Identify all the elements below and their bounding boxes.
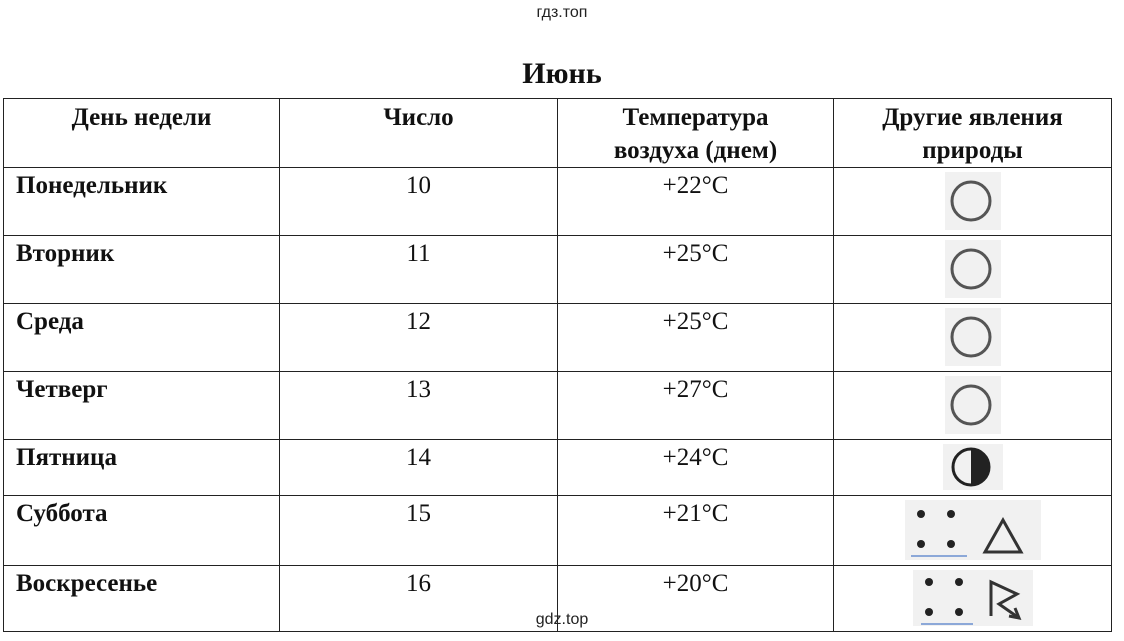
cell-number: 11 [280,236,558,304]
cell-day: Среда [4,304,280,372]
cell-temperature: +25°C [558,236,834,304]
cell-temperature: +27°C [558,372,834,440]
header-day: День недели [4,99,280,168]
clear-sky-icon [945,376,1001,434]
header-other-phenomena: Другие явления природы [834,99,1112,168]
cell-temperature: +20°C [558,566,834,632]
table-row [4,440,1112,496]
weather-table [3,98,1112,632]
rain-thunderstorm-icon [905,500,1041,560]
cell-day: Воскресенье [4,566,280,632]
cell-temperature: +21°C [558,496,834,566]
table-row [4,236,1112,304]
cell-day: Пятница [4,440,280,496]
cell-temperature: +24°C [558,440,834,496]
cell-day: Понедельник [4,168,280,236]
cell-phenomena [834,372,1112,440]
cell-phenomena [834,168,1112,236]
watermark-top: гдз.топ [536,4,588,21]
cell-number: 16 [280,566,558,632]
cell-phenomena [834,304,1112,372]
cell-phenomena [834,440,1112,496]
cell-number: 10 [280,168,558,236]
cell-phenomena [834,496,1112,566]
cell-temperature: +25°C [558,304,834,372]
cell-number: 12 [280,304,558,372]
table-row [4,496,1112,566]
header-number: Число [280,99,558,168]
clear-sky-icon [945,240,1001,298]
cell-number: 14 [280,440,558,496]
cell-temperature: +22°C [558,168,834,236]
table-row [4,168,1112,236]
cell-phenomena [834,236,1112,304]
table-row [4,304,1112,372]
cell-day: Суббота [4,496,280,566]
partly-cloudy-icon [943,444,1003,490]
clear-sky-icon [945,308,1001,366]
header-temperature: Температура воздуха (днем) [558,99,834,168]
table-row [4,372,1112,440]
table-header-row [4,99,1112,168]
page-title: Июнь [522,57,602,90]
cell-day: Четверг [4,372,280,440]
clear-sky-icon [945,172,1001,230]
cell-number: 15 [280,496,558,566]
watermark-bottom: gdz.top [535,611,589,628]
cell-number: 13 [280,372,558,440]
table-body [4,168,1112,632]
cell-day: Вторник [4,236,280,304]
